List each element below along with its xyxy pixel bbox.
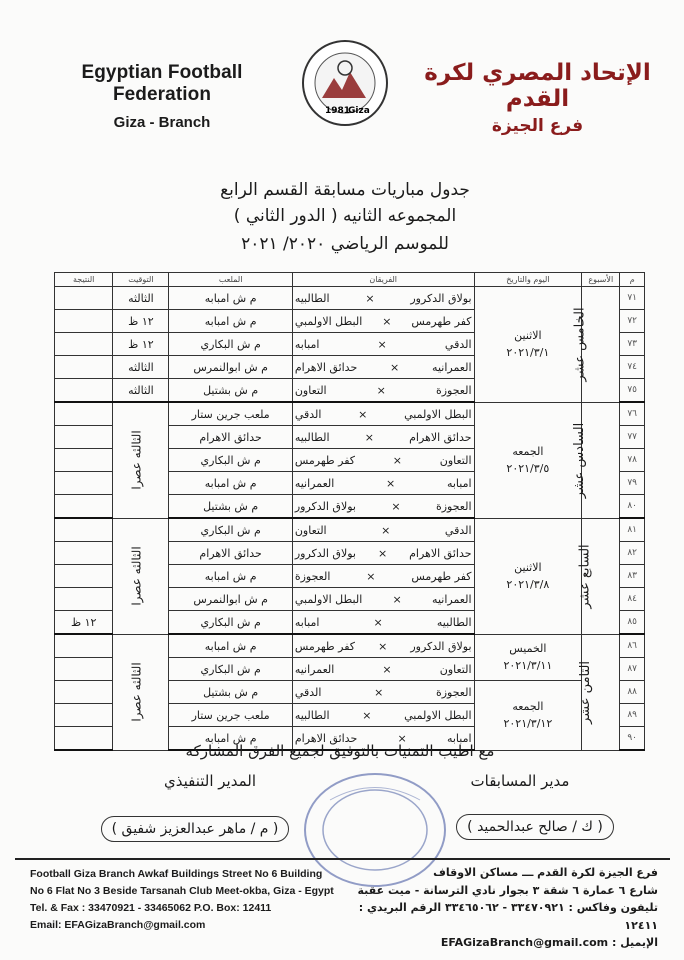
versus-separator: × xyxy=(362,708,372,722)
col-header-week: الأسبوع xyxy=(582,273,620,287)
col-header-time: التوقيت xyxy=(113,273,169,287)
away-team: التعاون xyxy=(294,383,327,397)
match-row xyxy=(55,518,645,542)
match-result xyxy=(55,310,113,333)
match-teams xyxy=(292,634,474,658)
away-team: امبابه xyxy=(294,337,320,351)
away-team: بولاق الدكرور xyxy=(294,499,356,513)
away-team: البطل الاولمبي xyxy=(294,314,363,328)
match-result xyxy=(55,542,113,565)
stadium: م ش بشتيل xyxy=(169,495,292,519)
match-date: ٢٠٢١/٣/١١ xyxy=(503,659,553,673)
match-row xyxy=(55,402,645,426)
match-teams xyxy=(292,333,474,356)
match-teams xyxy=(292,565,474,588)
match-number: ٨٢ xyxy=(620,542,645,565)
header-english xyxy=(42,62,282,131)
home-team: البطل الاولمبي xyxy=(404,708,472,722)
match-date: ٢٠٢١/٣/٨ xyxy=(506,578,550,591)
match-number: ٨٥ xyxy=(620,611,645,635)
stadium: م ش البكاري xyxy=(169,518,292,542)
footer-ar-line: فرع الجيزة لكرة القدم ـــ مساكن الاوقاف xyxy=(433,866,658,879)
schedule-title: جدول مباريات مسابقة القسم الرابع xyxy=(220,180,470,200)
home-team: حدائق الاهرام xyxy=(409,546,472,560)
match-result xyxy=(55,704,113,727)
match-result xyxy=(55,472,113,495)
branch-name-ar: فرع الجيزة xyxy=(491,116,584,136)
match-number: ٨١ xyxy=(620,518,645,542)
away-team: الطالبيه xyxy=(294,708,330,722)
match-result xyxy=(55,518,113,542)
away-team: امبابه xyxy=(294,615,320,629)
logo-year: 1981 xyxy=(325,106,351,116)
kickoff-time: ١٢ ظ xyxy=(113,333,169,356)
match-number: ٩٠ xyxy=(620,727,645,751)
kickoff-time: ١٢ ظ xyxy=(113,310,169,333)
match-day: الخميس xyxy=(509,642,547,656)
footer-arabic xyxy=(340,864,658,952)
match-number: ٨٩ xyxy=(620,704,645,727)
footer-english xyxy=(30,866,350,934)
match-number: ٨٠ xyxy=(620,495,645,519)
match-result xyxy=(55,588,113,611)
match-number: ٨٧ xyxy=(620,658,645,681)
week-label: السابع عشر xyxy=(582,518,620,634)
match-number: ٧٣ xyxy=(620,333,645,356)
away-team: الطالبيه xyxy=(294,291,330,305)
versus-separator: × xyxy=(382,662,392,676)
away-team: العمرانيه xyxy=(294,662,335,676)
away-team: البطل الاولمبي xyxy=(294,592,363,606)
kickoff-time-merged: الثالثه عصرا xyxy=(113,402,169,518)
stadium: م ش البكاري xyxy=(169,611,292,635)
home-team: بولاق الدكرور xyxy=(410,291,472,305)
match-result xyxy=(55,356,113,379)
versus-separator: × xyxy=(364,430,374,444)
match-day: الاثنين xyxy=(514,329,542,343)
versus-separator: × xyxy=(366,569,376,583)
competitions-director-title: مدير المسابقات xyxy=(470,772,570,790)
versus-separator: × xyxy=(376,383,386,397)
away-team: العمرانيه xyxy=(294,476,335,490)
stadium: م ش بشتيل xyxy=(169,379,292,403)
kickoff-time-merged: الثالثه عصرا xyxy=(113,634,169,750)
versus-separator: × xyxy=(378,639,388,653)
match-teams xyxy=(292,611,474,635)
versus-separator: × xyxy=(392,453,402,467)
stadium: م ش امبابه xyxy=(169,565,292,588)
home-team: امبابه xyxy=(446,476,472,490)
match-number: ٧١ xyxy=(620,287,645,310)
stadium: م ش امبابه xyxy=(169,310,292,333)
executive-director-title: المدير التنفيذي xyxy=(163,772,257,790)
home-team: التعاون xyxy=(439,453,472,467)
federation-logo xyxy=(300,38,390,128)
away-team: الطالبيه xyxy=(294,430,330,444)
match-teams xyxy=(292,287,474,310)
match-teams xyxy=(292,472,474,495)
home-team: حدائق الاهرام xyxy=(409,430,472,444)
home-team: الطالبيه xyxy=(436,615,472,629)
away-team: كفر طهرمس xyxy=(294,639,356,653)
match-schedule-table xyxy=(54,272,645,751)
match-date: ٢٠٢١/٣/١٢ xyxy=(503,717,553,731)
away-team: الدقي xyxy=(294,407,322,421)
match-day: الجمعه xyxy=(512,700,544,714)
match-result xyxy=(55,565,113,588)
stadium: ملعب جرين ستار xyxy=(169,704,292,727)
match-number: ٧٧ xyxy=(620,426,645,449)
match-number: ٨٤ xyxy=(620,588,645,611)
footer-ar-line: تليفون وفاكس : ٣٣٤٧٠٩٢١ - ٣٣٤٦٥٠٦٢ الرقم البريدي : ١٢٤١١ xyxy=(358,901,658,932)
stadium: م ش البكاري xyxy=(169,333,292,356)
org-name-en: Egyptian Football Federation xyxy=(81,62,243,105)
match-row xyxy=(55,634,645,658)
home-team: العمرانيه xyxy=(432,360,472,374)
home-team: العجوزة xyxy=(435,685,472,699)
home-team: العمرانيه xyxy=(432,592,472,606)
versus-separator: × xyxy=(392,592,402,606)
versus-separator: × xyxy=(382,314,392,328)
versus-separator: × xyxy=(373,615,383,629)
match-number: ٧٩ xyxy=(620,472,645,495)
away-team: حدائق الاهرام xyxy=(294,731,358,745)
match-day: الجمعه xyxy=(512,445,544,458)
match-result xyxy=(55,681,113,704)
competitions-director-name: ( ك / صالح عبدالحميد ) xyxy=(445,814,625,840)
branch-name-en: Giza - Branch xyxy=(113,114,211,131)
group-title: المجموعه الثانيه ( الدور الثاني ) xyxy=(233,206,457,226)
col-header-result: النتيجة xyxy=(55,273,113,287)
stadium: م ش البكاري xyxy=(169,449,292,472)
versus-separator: × xyxy=(365,291,375,305)
footer-divider xyxy=(15,858,670,860)
col-header-teams: الفريقان xyxy=(292,273,474,287)
kickoff-time-merged: الثالثه عصرا xyxy=(113,518,169,634)
home-team: الدقي xyxy=(444,523,472,537)
match-number: ٧٨ xyxy=(620,449,645,472)
logo-city: Giza xyxy=(348,106,370,116)
stadium: م ش امبابه xyxy=(169,287,292,310)
away-team: الدقي xyxy=(294,685,322,699)
match-teams xyxy=(292,356,474,379)
home-team: التعاون xyxy=(439,662,472,676)
home-team: العجوزة xyxy=(435,499,472,513)
match-result xyxy=(55,333,113,356)
versus-separator: × xyxy=(377,337,387,351)
match-number: ٨٣ xyxy=(620,565,645,588)
match-day: الاثنين xyxy=(514,561,542,574)
footer-en-email: Email: EFAGizaBranch@gmail.com xyxy=(30,919,206,931)
match-number: ٨٨ xyxy=(620,681,645,704)
match-teams xyxy=(292,402,474,426)
versus-separator: × xyxy=(381,523,391,537)
match-number: ٧٥ xyxy=(620,379,645,403)
home-team: العجوزة xyxy=(435,383,472,397)
match-number: ٧٤ xyxy=(620,356,645,379)
match-teams xyxy=(292,658,474,681)
match-teams xyxy=(292,449,474,472)
week-label: الثامن عشر xyxy=(582,634,620,750)
stadium: ملعب جرين ستار xyxy=(169,402,292,426)
versus-separator: × xyxy=(397,731,407,745)
match-result xyxy=(55,658,113,681)
away-team: العجوزة xyxy=(294,569,331,583)
footer-en-line: Football Giza Branch Awkaf Buildings Street No 6 Building xyxy=(30,868,323,880)
versus-separator: × xyxy=(377,546,388,560)
versus-separator: × xyxy=(386,476,396,490)
stadium: م ش بشتيل xyxy=(169,681,292,704)
col-header-date: اليوم والتاريخ xyxy=(474,273,582,287)
match-teams xyxy=(292,495,474,519)
match-teams xyxy=(292,426,474,449)
header-arabic xyxy=(415,60,660,136)
match-result xyxy=(55,727,113,751)
executive-director-name: ( م / ماهر عبدالعزيز شفيق ) xyxy=(80,816,310,842)
away-team: حدائق الاهرام xyxy=(294,360,358,374)
match-number: ٨٦ xyxy=(620,634,645,658)
versus-separator: × xyxy=(391,499,401,513)
match-teams xyxy=(292,542,474,565)
match-teams xyxy=(292,518,474,542)
match-result xyxy=(55,426,113,449)
closing-wishes: مع اطيب التمنيات بالتوفيق لجميع الفرق المشاركه xyxy=(185,742,495,760)
match-result xyxy=(55,495,113,519)
match-result xyxy=(55,287,113,310)
match-result: ١٢ ظ xyxy=(55,611,113,635)
match-row xyxy=(55,287,645,310)
footer-ar-line: شارع ٦ عمارة ٦ شقة ٣ بجوار نادي الترسانة - ميت عقبة xyxy=(357,883,658,897)
match-result xyxy=(55,634,113,658)
match-result xyxy=(55,379,113,403)
away-team: بولاق الدكرور xyxy=(294,546,356,560)
home-team: الدقي xyxy=(444,337,472,351)
week-label: الخامس عشر xyxy=(582,287,620,403)
match-date: ٢٠٢١/٣/١ xyxy=(506,346,550,360)
kickoff-time: الثالثه xyxy=(113,379,169,403)
stadium: م ش البكاري xyxy=(169,658,292,681)
match-teams xyxy=(292,310,474,333)
home-team: بولاق الدكرور xyxy=(410,639,472,653)
week-label: السادس عشر xyxy=(582,402,620,518)
home-team: كفر طهرمس xyxy=(411,314,472,328)
match-teams xyxy=(292,588,474,611)
match-day-date xyxy=(474,634,582,681)
table-header-row xyxy=(55,273,645,287)
col-header-idx: م xyxy=(620,273,645,287)
match-teams xyxy=(292,704,474,727)
versus-separator: × xyxy=(374,685,384,699)
stadium: حدائق الاهرام xyxy=(169,426,292,449)
season-title: للموسم الرياضي ٢٠٢٠/ ٢٠٢١ xyxy=(241,234,449,254)
home-team: كفر طهرمس xyxy=(411,569,472,583)
footer-en-line: No 6 Flat No 3 Beside Tarsanah Club Meet-okba, Giza - Egypt xyxy=(30,885,334,897)
home-team: امبابه xyxy=(446,731,472,745)
match-number: ٧٢ xyxy=(620,310,645,333)
kickoff-time: الثالثه xyxy=(113,287,169,310)
match-teams xyxy=(292,379,474,403)
match-result xyxy=(55,402,113,426)
versus-separator: × xyxy=(358,407,368,421)
stadium: م ش امبابه xyxy=(169,634,292,658)
footer-ar-email: الإيميل : EFAGizaBranch@gmail.com xyxy=(440,936,658,949)
away-team: كفر طهرمس xyxy=(294,453,356,467)
stadium: م ش امبابه xyxy=(169,472,292,495)
versus-separator: × xyxy=(390,360,400,374)
stadium: م ش ابوالنمرس xyxy=(169,356,292,379)
match-teams xyxy=(292,681,474,704)
match-date: ٢٠٢١/٣/٥ xyxy=(506,462,550,475)
footer-en-line: Tel. & Fax : 33470921 - 33465062 P.O. Box: 12411 xyxy=(30,902,272,914)
org-name-ar: الإتحاد المصري لكرة القدم xyxy=(424,60,651,112)
away-team: التعاون xyxy=(294,523,327,537)
col-header-stadium: الملعب xyxy=(169,273,292,287)
home-team: البطل الاولمبي xyxy=(404,407,472,421)
stadium: م ش امبابه xyxy=(169,727,292,751)
kickoff-time: الثالثه xyxy=(113,356,169,379)
match-result xyxy=(55,449,113,472)
match-number: ٧٦ xyxy=(620,402,645,426)
stadium: م ش ابوالنمرس xyxy=(169,588,292,611)
stadium: حدائق الاهرام xyxy=(169,542,292,565)
